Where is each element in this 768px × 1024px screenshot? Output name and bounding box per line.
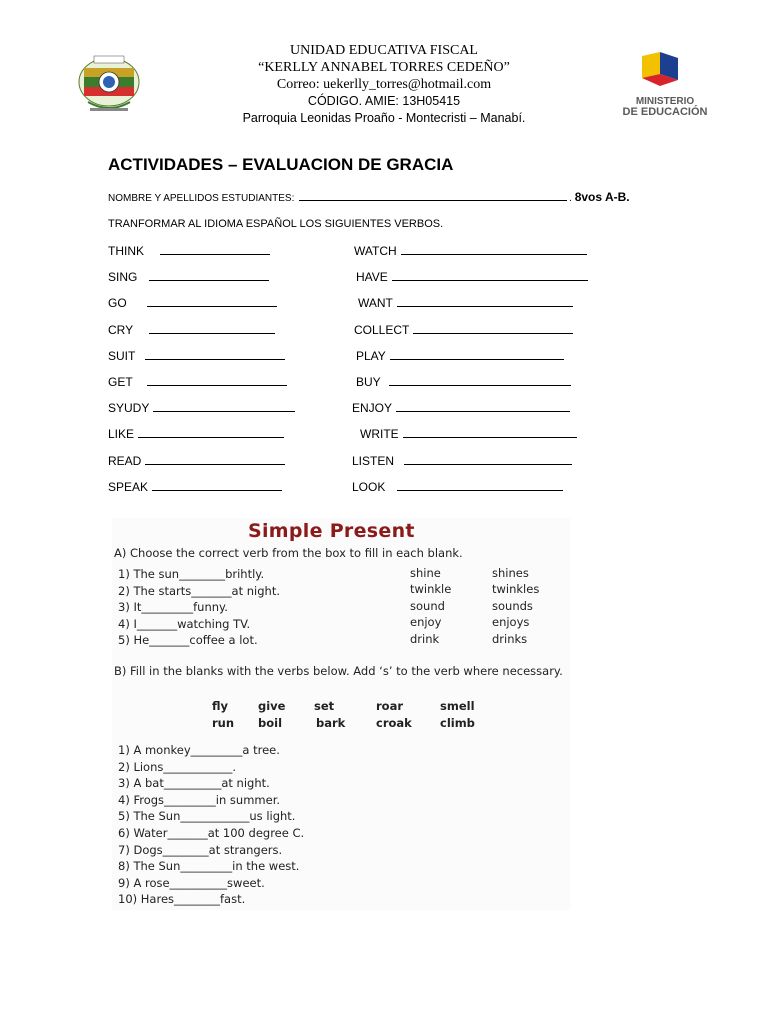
- verb-choice: enjoys: [492, 615, 530, 630]
- section-b-verb: run: [212, 715, 235, 730]
- answer-blank[interactable]: [149, 270, 269, 281]
- verb-choice: shine: [410, 566, 441, 580]
- verb-choice-row: [410, 566, 560, 582]
- translation-instruction: TRANFORMAR AL IDIOMA ESPAÑOL LOS SIGUIENTES VERBOS.: [108, 218, 444, 230]
- verb-row: [108, 401, 628, 427]
- verb-row: [108, 454, 628, 480]
- section-b-item: 5) The Sun____________us light.: [118, 809, 296, 824]
- answer-blank[interactable]: [397, 480, 563, 491]
- simple-present-exercise: [112, 518, 570, 910]
- section-b-verb: smell: [440, 699, 475, 713]
- section-a-item: 2) The starts_______at night.: [118, 583, 280, 598]
- answer-blank[interactable]: [389, 375, 571, 386]
- verb-left: SYUDY: [108, 401, 150, 416]
- verb-right: HAVE: [356, 270, 388, 285]
- section-b-item: 9) A rose__________sweet.: [118, 875, 265, 890]
- answer-blank[interactable]: [160, 244, 270, 255]
- verb-right: WANT: [358, 296, 393, 311]
- section-b-verb: climb: [440, 715, 475, 730]
- ministry-line-2: DE EDUCACIÓN: [622, 106, 708, 118]
- section-b-verb: set: [314, 699, 335, 713]
- verb-choice-row: [410, 582, 560, 598]
- verb-choice: drink: [410, 631, 440, 646]
- answer-blank[interactable]: [149, 323, 275, 334]
- verb-left: SING: [108, 270, 138, 285]
- section-b-item: 8) The Sun_________in the west.: [118, 859, 300, 874]
- answer-blank[interactable]: [396, 401, 570, 412]
- section-a-item: 5) He_______coffee a lot.: [118, 633, 258, 648]
- student-name-line: [108, 190, 630, 204]
- answer-blank[interactable]: [403, 427, 577, 438]
- section-b-item: 6) Water_______at 100 degree C.: [118, 825, 305, 840]
- answer-blank[interactable]: [392, 270, 588, 281]
- answer-blank[interactable]: [152, 480, 282, 491]
- section-a-item: 1) The sun________brihtly.: [118, 567, 265, 581]
- school-header: [160, 42, 608, 127]
- answer-blank[interactable]: [397, 296, 573, 307]
- section-b-verb: roar: [376, 699, 404, 713]
- verb-left: LIKE: [108, 427, 135, 442]
- verb-row: [108, 323, 628, 349]
- section-b-heading: B) Fill in the blanks with the verbs below. Add ‘s’ to the verb where necessary.: [114, 664, 563, 678]
- school-amie-code: CÓDIGO. AMIE: 13H05415: [307, 94, 461, 108]
- verb-choice-row: [410, 615, 560, 631]
- section-b-verb: bark: [316, 715, 346, 730]
- section-b-verb-grid: [210, 699, 500, 732]
- answer-blank[interactable]: [413, 323, 573, 334]
- answer-blank[interactable]: [404, 454, 572, 465]
- answer-blank[interactable]: [145, 454, 285, 465]
- grade-group: 8vos A-B.: [574, 190, 630, 204]
- verb-left: CRY: [108, 322, 134, 337]
- section-b-item: 10) Hares________fast.: [118, 892, 246, 907]
- verb-right: WRITE: [360, 427, 399, 442]
- verb-right: PLAY: [356, 348, 386, 363]
- answer-blank[interactable]: [153, 401, 295, 412]
- verb-left: READ: [108, 453, 142, 468]
- student-name-blank[interactable]: [299, 191, 567, 201]
- section-a-item: 3) It_________funny.: [118, 600, 228, 615]
- verb-row: [108, 244, 628, 270]
- answer-blank[interactable]: [147, 375, 287, 386]
- verb-row: [108, 427, 628, 453]
- verb-row: [108, 480, 628, 506]
- verb-choice: shines: [492, 566, 529, 580]
- verb-row: [108, 375, 628, 401]
- section-b-verb-row: [210, 716, 500, 733]
- section-b-item: 3) A bat__________at night.: [118, 776, 270, 791]
- verb-right: WATCH: [354, 244, 397, 258]
- verb-choice-box: [410, 566, 560, 648]
- student-name-end: .: [569, 193, 572, 204]
- verb-right: COLLECT: [354, 322, 410, 337]
- section-b-item: 2) Lions____________.: [118, 759, 237, 774]
- section-b-list: [118, 743, 304, 909]
- verb-left: GO: [108, 296, 127, 311]
- school-email: Correo: uekerlly_torres@hotmail.com: [276, 77, 492, 92]
- section-b-verb: boil: [258, 715, 283, 730]
- section-b-verb: croak: [376, 715, 412, 730]
- verb-row: [108, 270, 628, 296]
- verb-left: THINK: [108, 244, 144, 258]
- answer-blank[interactable]: [147, 296, 277, 307]
- verb-translation-list: [108, 244, 628, 506]
- verb-row: [108, 296, 628, 322]
- verb-choice: sounds: [492, 598, 533, 613]
- student-name-label: NOMBRE Y APELLIDOS ESTUDIANTES:: [108, 193, 295, 204]
- section-a-heading: A) Choose the correct verb from the box to fill in each blank.: [114, 546, 463, 560]
- section-b-verb: fly: [212, 699, 229, 713]
- verb-choice: sound: [410, 598, 445, 613]
- section-b-item: 1) A monkey_________a tree.: [118, 743, 280, 757]
- section-a-list: [118, 567, 280, 650]
- verb-right: ENJOY: [352, 401, 393, 416]
- verb-choice-row: [410, 632, 560, 648]
- verb-row: [108, 349, 628, 375]
- verb-choice: twinkle: [410, 582, 452, 597]
- school-crest-logo: [76, 52, 142, 118]
- answer-blank[interactable]: [145, 349, 285, 360]
- verb-choice: drinks: [492, 631, 528, 646]
- verb-choice-row: [410, 599, 560, 615]
- verb-right: LOOK: [352, 479, 386, 494]
- section-b-verb-row: [210, 699, 500, 716]
- section-b-verb: give: [258, 699, 286, 713]
- ministry-logo-text: [622, 96, 708, 118]
- section-b-item: 7) Dogs________at strangers.: [118, 842, 283, 857]
- verb-left: SPEAK: [108, 479, 149, 494]
- ministry-line-1: MINISTERIO: [635, 96, 695, 107]
- section-b-item: 4) Frogs_________in summer.: [118, 792, 281, 807]
- section-a-item: 4) I_______watching TV.: [118, 616, 251, 631]
- school-parish: Parroquia Leonidas Proaño - Montecristi – Manabí.: [242, 111, 526, 125]
- school-type: UNIDAD EDUCATIVA FISCAL: [290, 43, 478, 58]
- verb-choice: enjoy: [410, 615, 442, 630]
- answer-blank[interactable]: [401, 244, 587, 255]
- verb-left: SUIT: [108, 348, 136, 363]
- worksheet-title: ACTIVIDADES – EVALUACION DE GRACIA: [108, 155, 454, 174]
- verb-choice: twinkles: [492, 582, 540, 597]
- verb-right: LISTEN: [352, 453, 395, 468]
- verb-left: GET: [108, 374, 133, 389]
- school-name: “KERLLY ANNABEL TORRES CEDEÑO”: [258, 60, 510, 75]
- verb-right: BUY: [356, 374, 381, 389]
- answer-blank[interactable]: [390, 349, 564, 360]
- answer-blank[interactable]: [138, 427, 284, 438]
- simple-present-title: Simple Present: [248, 520, 415, 542]
